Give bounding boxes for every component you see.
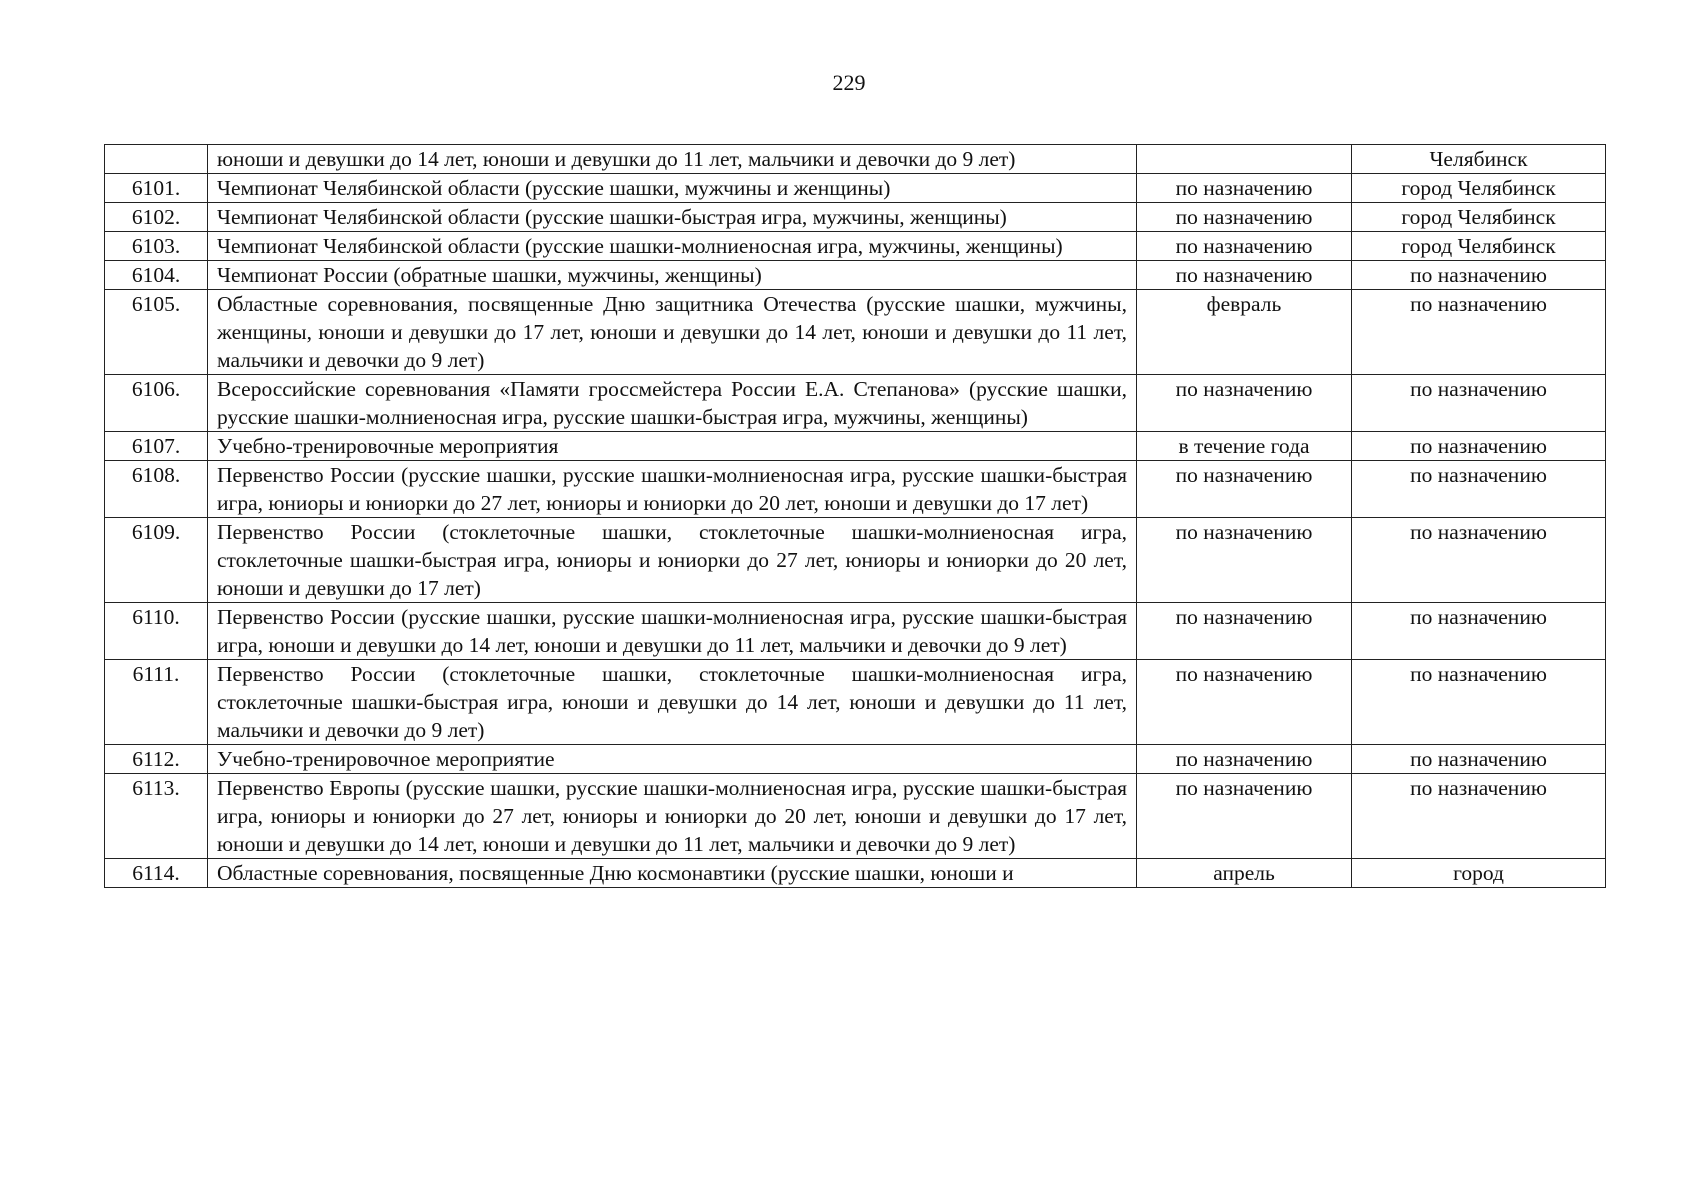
table-row (105, 203, 1606, 232)
events-table-body (105, 145, 1606, 888)
event-place: по назначению (1352, 375, 1606, 432)
event-date: по назначению (1137, 375, 1352, 432)
event-date: по назначению (1137, 232, 1352, 261)
event-place: по назначению (1352, 603, 1606, 660)
event-date: по назначению (1137, 174, 1352, 203)
row-number: 6113. (105, 774, 208, 859)
event-place: город Челябинск (1352, 232, 1606, 261)
event-date: по назначению (1137, 518, 1352, 603)
event-date: февраль (1137, 290, 1352, 375)
row-number: 6104. (105, 261, 208, 290)
row-number: 6102. (105, 203, 208, 232)
event-date (1137, 145, 1352, 174)
table-row (105, 518, 1606, 603)
event-place: по назначению (1352, 290, 1606, 375)
event-name: Чемпионат Челябинской области (русские шашки, мужчины и женщины) (208, 174, 1137, 203)
event-name: Первенство России (русские шашки, русские шашки-молниеносная игра, русские шашки-быстрая игра, юноши и девушки до 14 лет, юноши и девушки до 11 лет, мальчики и девочки до 9 лет) (208, 603, 1137, 660)
event-name: Чемпионат Челябинской области (русские шашки-быстрая игра, мужчины, женщины) (208, 203, 1137, 232)
event-name: Чемпионат Челябинской области (русские шашки-молниеносная игра, мужчины, женщины) (208, 232, 1137, 261)
table-row (105, 432, 1606, 461)
event-name: Учебно-тренировочные мероприятия (208, 432, 1137, 461)
event-name: Областные соревнования, посвященные Дню защитника Отечества (русские шашки, мужчины, женщины, юноши и девушки до 17 лет, юноши и девушки до 14 лет, юноши и девушки до 11 лет, мальчики и девочки до 9 лет) (208, 290, 1137, 375)
row-number: 6103. (105, 232, 208, 261)
event-place: город Челябинск (1352, 203, 1606, 232)
event-place: город (1352, 859, 1606, 888)
row-number: 6101. (105, 174, 208, 203)
table-row (105, 145, 1606, 174)
table-row (105, 261, 1606, 290)
event-date: по назначению (1137, 660, 1352, 745)
event-place: по назначению (1352, 745, 1606, 774)
event-place: по назначению (1352, 774, 1606, 859)
event-place: город Челябинск (1352, 174, 1606, 203)
event-place: по назначению (1352, 518, 1606, 603)
table-row (105, 603, 1606, 660)
event-place: по назначению (1352, 261, 1606, 290)
row-number: 6114. (105, 859, 208, 888)
page-number: 229 (832, 70, 866, 95)
row-number: 6111. (105, 660, 208, 745)
table-row (105, 774, 1606, 859)
event-date: апрель (1137, 859, 1352, 888)
event-name: Областные соревнования, посвященные Дню космонавтики (русские шашки, юноши и (208, 859, 1137, 888)
row-number: 6112. (105, 745, 208, 774)
event-date: по назначению (1137, 774, 1352, 859)
row-number: 6106. (105, 375, 208, 432)
row-number: 6107. (105, 432, 208, 461)
event-place: по назначению (1352, 660, 1606, 745)
event-name: Всероссийские соревнования «Памяти гроссмейстера России Е.А. Степанова» (русские шашки, русские шашки-молниеносная игра, русские шашки-быстрая игра, мужчины, женщины) (208, 375, 1137, 432)
event-date: по назначению (1137, 461, 1352, 518)
table-row (105, 174, 1606, 203)
events-table (104, 144, 1606, 888)
event-name: Чемпионат России (обратные шашки, мужчины, женщины) (208, 261, 1137, 290)
event-place: Челябинск (1352, 145, 1606, 174)
event-date: в течение года (1137, 432, 1352, 461)
row-number: 6109. (105, 518, 208, 603)
table-row (105, 745, 1606, 774)
event-name: юноши и девушки до 14 лет, юноши и девушки до 11 лет, мальчики и девочки до 9 лет) (208, 145, 1137, 174)
table-row (105, 461, 1606, 518)
event-date: по назначению (1137, 603, 1352, 660)
event-name: Первенство России (стоклеточные шашки, стоклеточные шашки-молниеносная игра, стоклеточные шашки-быстрая игра, юноши и девушки до 14 лет, юноши и девушки до 11 лет, мальчики и девочки до 9 лет) (208, 660, 1137, 745)
event-name: Первенство Европы (русские шашки, русские шашки-молниеносная игра, русские шашки-быстрая игра, юниоры и юниорки до 27 лет, юниоры и юниорки до 20 лет, юноши и девушки до 17 лет, юноши и девушки до 14 лет, юноши и девушки до 11 лет, мальчики и девочки до 9 лет) (208, 774, 1137, 859)
event-date: по назначению (1137, 745, 1352, 774)
table-row (105, 660, 1606, 745)
event-place: по назначению (1352, 432, 1606, 461)
row-number: 6110. (105, 603, 208, 660)
event-name: Первенство России (русские шашки, русские шашки-молниеносная игра, русские шашки-быстрая игра, юниоры и юниорки до 27 лет, юниоры и юниорки до 20 лет, юноши и девушки до 17 лет) (208, 461, 1137, 518)
row-number: 6105. (105, 290, 208, 375)
event-name: Учебно-тренировочное мероприятие (208, 745, 1137, 774)
event-date: по назначению (1137, 261, 1352, 290)
event-date: по назначению (1137, 203, 1352, 232)
table-row (105, 375, 1606, 432)
row-number: 6108. (105, 461, 208, 518)
row-number (105, 145, 208, 174)
table-row (105, 859, 1606, 888)
table-row (105, 232, 1606, 261)
table-row (105, 290, 1606, 375)
event-name: Первенство России (стоклеточные шашки, стоклеточные шашки-молниеносная игра, стоклеточные шашки-быстрая игра, юниоры и юниорки до 27 лет, юниоры и юниорки до 20 лет, юноши и девушки до 17 лет) (208, 518, 1137, 603)
event-place: по назначению (1352, 461, 1606, 518)
